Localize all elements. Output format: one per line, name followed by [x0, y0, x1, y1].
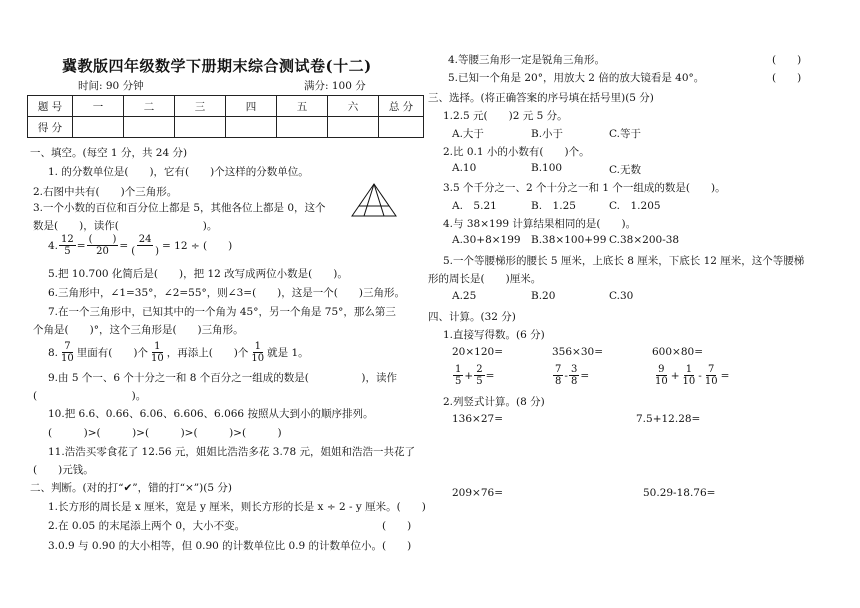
choice-option[interactable]: C. 1.205: [609, 200, 661, 212]
choice-option[interactable]: B.小于: [531, 128, 564, 140]
choice-question-2: 2.比 0.1 小的小数有( )个。: [443, 146, 590, 158]
score-header-cell: 五: [277, 96, 328, 117]
question-1-8: [48, 341, 309, 364]
fraction-numerator: 1: [685, 364, 693, 375]
calc-part-1-heading: 1.直接写得数。(6 分): [443, 329, 545, 341]
score-header-cell: 六: [328, 96, 379, 117]
full-score: 满分: 100 分: [304, 80, 366, 92]
question-1-9-line-2: ( )。: [33, 390, 147, 402]
fraction-numerator: 12: [61, 234, 74, 245]
choice-option[interactable]: C.30: [609, 290, 634, 302]
section-4-heading: 四、计算。(32 分): [428, 311, 516, 323]
fraction-denominator: 8: [570, 376, 578, 387]
choice-question-3: 3.5 个千分之一、2 个十分之一和 1 个一组成的数是( )。: [443, 182, 726, 194]
score-input-cell[interactable]: [379, 117, 424, 138]
score-header-cell: 二: [124, 96, 175, 117]
choice-question-5-line-2: 形的周长是( )厘米。: [428, 273, 542, 285]
vertical-calc-item: 50.29-18.76=: [643, 487, 716, 499]
score-table-score-row: [28, 117, 424, 138]
score-header-cell: 三: [175, 96, 226, 117]
fraction-denominator: 5: [476, 376, 483, 387]
choice-option[interactable]: A.25: [452, 290, 477, 302]
calc-item: 600×80=: [652, 346, 703, 358]
score-input-cell[interactable]: [328, 117, 379, 138]
calc-part-2-heading: 2.列竖式计算。(8 分): [443, 396, 545, 408]
question-1-11-line-2: ( )元钱。: [33, 464, 94, 476]
fraction-denominator: 5: [64, 246, 71, 257]
score-header-cell: 总 分: [379, 96, 424, 117]
judge-question-4: 4.等腰三角形一定是锐角三角形。: [448, 54, 606, 66]
fraction: [703, 364, 720, 387]
fraction-numerator: 7: [708, 364, 715, 375]
fraction-numerator: 3: [570, 364, 578, 375]
choice-option[interactable]: A. 5.21: [452, 200, 497, 212]
score-table-header-row: [28, 96, 424, 117]
page-title: 冀教版四年级数学下册期末综合测试卷(十二): [62, 57, 372, 75]
question-1-6: 6.三角形中，∠1=35°，∠2=55°，则∠3=( )，这是一个( )三角形。: [48, 287, 405, 299]
score-input-cell[interactable]: [124, 117, 175, 138]
question-1-10-line-2: ( )>( )>( )>( )>( ): [48, 427, 282, 439]
fraction: [59, 234, 76, 257]
choice-option[interactable]: A.30+8×199: [452, 234, 521, 246]
score-header-cell: 题 号: [28, 96, 73, 117]
question-number: 8.: [48, 346, 59, 359]
score-input-cell[interactable]: [277, 117, 328, 138]
judge-question-5: 5.已知一个角是 20°，用放大 2 倍的放大镜看是 40°。: [448, 72, 705, 84]
score-table: [27, 95, 424, 138]
fraction-denominator: 10: [251, 353, 265, 364]
fraction: [87, 234, 119, 257]
choice-option[interactable]: C.38×200-38: [609, 234, 680, 246]
vertical-calc-item: 7.5+12.28=: [636, 413, 701, 425]
section-3-heading: 三、选择。(将正确答案的序号填在括号里)(5 分): [428, 92, 654, 104]
score-input-cell[interactable]: [226, 117, 277, 138]
expression-rest: = 12 ÷ ( ): [162, 240, 233, 252]
fraction-numerator: 2: [476, 364, 483, 375]
equals-sign: =: [485, 369, 495, 382]
vertical-calc-item: 209×76=: [452, 487, 503, 499]
question-1-7-line-1: 7.在一个三角形中，已知其中的一个角为 45°，另一个角是 75°，那么第三: [48, 306, 396, 318]
choice-option[interactable]: A.10: [452, 162, 477, 174]
fraction: [553, 364, 563, 387]
fraction: [59, 341, 76, 364]
fraction-numerator: 1: [154, 341, 161, 352]
score-input-cell[interactable]: [175, 117, 226, 138]
calc-item: 20×120=: [452, 346, 503, 358]
answer-parentheses[interactable]: ( ): [772, 72, 802, 84]
score-header-cell: 一: [73, 96, 124, 117]
question-1-4: [48, 234, 232, 257]
score-input-cell[interactable]: [73, 117, 124, 138]
fraction-denominator: 10: [682, 376, 696, 387]
section-2-heading: 二、判断。(对的打“✔”，错的打“×”)(5 分): [30, 482, 232, 494]
question-1-1: 1. 的分数单位是( )，它有( )个这样的分数单位。: [48, 166, 309, 178]
fraction-numerator: 1: [455, 364, 462, 375]
score-header-cell: 四: [226, 96, 277, 117]
choice-option[interactable]: C.无数: [609, 164, 641, 176]
score-label-cell: 得 分: [28, 117, 73, 138]
choice-option[interactable]: B.100: [531, 162, 563, 174]
time-limit: 时间: 90 分钟: [78, 80, 144, 92]
operator: -: [564, 369, 568, 382]
question-1-7-line-2: 个角是( )°，这个三角形是( )三角形。: [33, 324, 244, 336]
calc-item-fraction: [452, 364, 494, 387]
equals-sign: =: [76, 239, 86, 252]
fraction: [249, 341, 266, 364]
fraction-numerator: ( ): [88, 234, 117, 245]
operator: +: [464, 369, 474, 382]
operator: +: [670, 369, 680, 382]
fraction: [653, 364, 670, 387]
question-number: 4.: [48, 239, 59, 252]
question-text: 就是 1。: [267, 347, 309, 359]
choice-option[interactable]: B.38×100+99: [531, 234, 607, 246]
choice-option[interactable]: B. 1.25: [531, 200, 576, 212]
fraction-denominator: 10: [61, 353, 74, 364]
fraction-denominator: 5: [455, 376, 462, 387]
fraction: [453, 364, 463, 387]
equals-sign: =: [580, 369, 590, 382]
fraction: [149, 341, 166, 364]
equals-sign: =: [720, 369, 730, 382]
fraction-numerator: 24: [138, 234, 152, 245]
question-1-2: 2.右图中共有( )个三角形。: [33, 186, 178, 198]
fraction-denominator: 20: [96, 246, 109, 257]
question-1-11-line-1: 11.浩浩买零食花了 12.56 元，姐姐比浩浩多花 3.78 元，姐姐和浩浩一共花了: [48, 446, 415, 458]
fraction-denominator: ( ): [131, 246, 160, 257]
choice-question-5-line-1: 5.一个等腰梯形的腰长 5 厘米，上底长 8 厘米，下底长 12 厘米，这个等腰梯: [443, 255, 805, 267]
question-text: 里面有( )个: [76, 347, 148, 359]
section-1-heading: 一、填空。(每空 1 分，共 24 分): [30, 147, 188, 159]
fraction-denominator: 10: [704, 376, 718, 387]
judge-question-2: 2.在 0.05 的末尾添上两个 0，大小不变。: [48, 520, 246, 532]
fraction-denominator: 8: [555, 376, 562, 387]
question-text: ，再添上( )个: [166, 347, 249, 359]
fraction-denominator: 10: [150, 353, 164, 364]
question-1-3-line-2: 数是( )，读作( )。: [33, 220, 218, 232]
fraction: [569, 364, 579, 387]
fraction: [129, 234, 161, 257]
question-1-5: 5.把 10.700 化简后是( )，把 12 改写成两位小数是( )。: [48, 268, 348, 280]
choice-option[interactable]: C.等于: [609, 128, 641, 140]
judge-question-3: 3.0.9 与 0.90 的大小相等，但 0.90 的计数单位比 0.9 的计数单位小。( ): [48, 540, 412, 552]
choice-option[interactable]: B.20: [531, 290, 556, 302]
operator: -: [698, 369, 702, 382]
fraction-numerator: 7: [64, 341, 71, 352]
judge-question-1: 1.长方形的周长是 x 厘米，宽是 y 厘米，则长方形的长是 x ÷ 2 - y 厘米。( ): [48, 501, 426, 513]
fraction-numerator: 7: [555, 364, 562, 375]
calc-item-fraction: [652, 364, 729, 387]
answer-parentheses[interactable]: ( ): [382, 520, 412, 532]
question-1-3-line-1: 3.一个小数的百位和百分位上都是 5，其他各位上都是 0，这个: [33, 202, 326, 214]
choice-question-1: 1.2.5 元( )2 元 5 分。: [443, 110, 568, 122]
question-1-10-line-1: 10.把 6.6、0.66、6.06、6.606、6.066 按照从大到小的顺序排列。: [48, 408, 374, 420]
fraction-numerator: 9: [658, 364, 665, 375]
calc-item: 356×30=: [552, 346, 603, 358]
choice-option[interactable]: A.大于: [452, 128, 484, 140]
fraction-numerator: 1: [254, 341, 261, 352]
fraction: [681, 364, 698, 387]
calc-item-fraction: [552, 364, 589, 387]
vertical-calc-item: 136×27=: [452, 413, 503, 425]
fraction-denominator: 10: [655, 376, 668, 387]
answer-parentheses[interactable]: ( ): [772, 54, 802, 66]
choice-question-4: 4.与 38×199 计算结果相同的是( )。: [443, 218, 637, 230]
fraction: [474, 364, 484, 387]
triangle-figure: [350, 182, 398, 220]
question-1-9-line-1: 9.由 5 个一、6 个十分之一和 8 个百分之一组成的数是( )，读作: [48, 372, 397, 384]
equals-sign: =: [119, 239, 129, 252]
